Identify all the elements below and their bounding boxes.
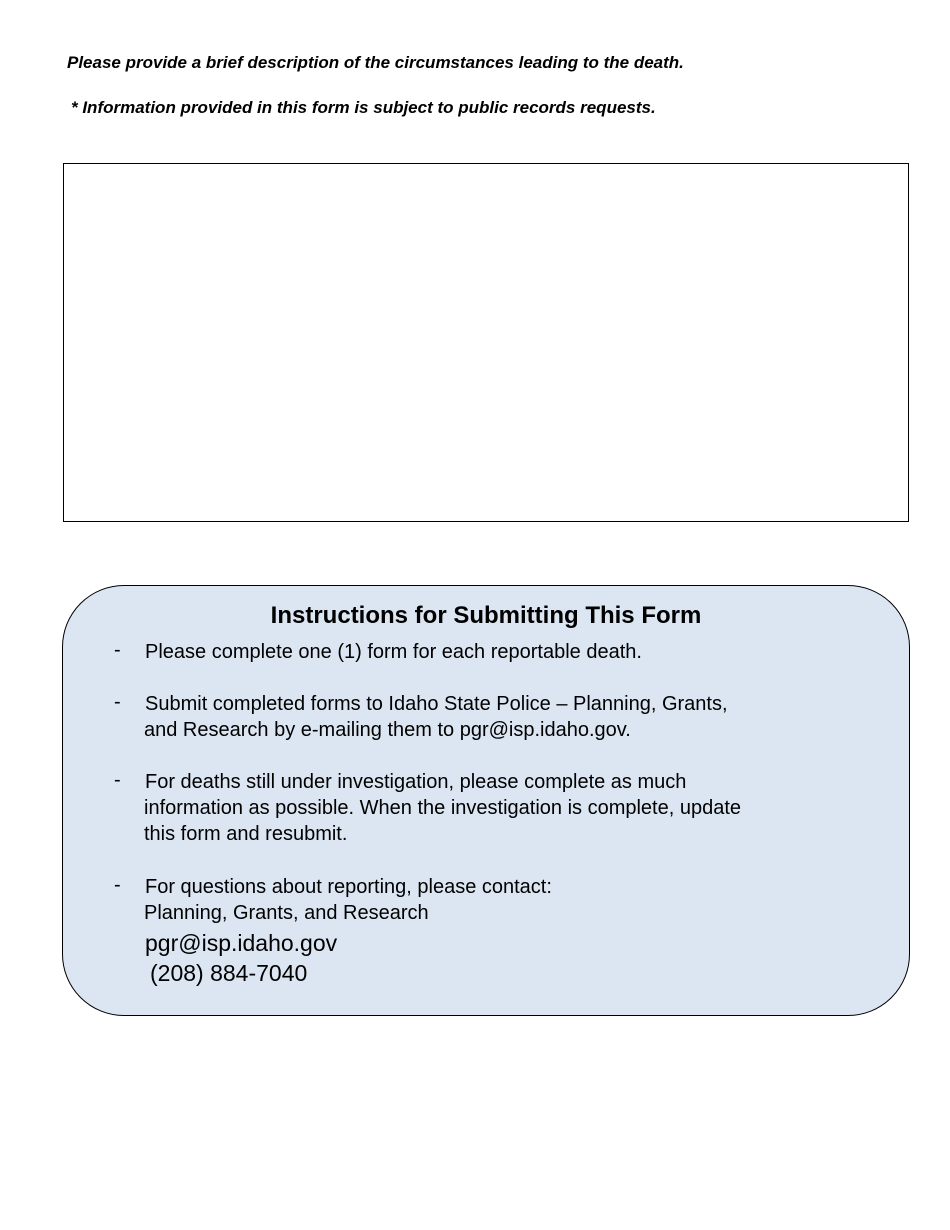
public-records-notice: * Information provided in this form is subject to public records requests. (71, 98, 656, 117)
bullet-marker: - (114, 691, 121, 713)
bullet-marker: - (114, 639, 121, 661)
instructions-title: Instructions for Submitting This Form (270, 602, 702, 629)
contact-email: pgr@isp.idaho.gov (145, 930, 338, 956)
instruction-line: For questions about reporting, please contact: (145, 876, 552, 898)
instruction-line: this form and resubmit. (144, 823, 348, 845)
instructions-panel (62, 585, 910, 1016)
bullet-marker: - (114, 769, 121, 791)
instruction-line: For deaths still under investigation, please complete as much (145, 771, 687, 793)
instruction-item (145, 639, 642, 665)
contact-org: Planning, Grants, and Research (144, 902, 429, 924)
instruction-line: information as possible. When the investigation is complete, update (144, 797, 742, 819)
bullet-marker: - (114, 874, 121, 896)
instruction-item (145, 769, 741, 847)
instruction-line: Please complete one (1) form for each reportable death. (145, 641, 642, 663)
instruction-line: and Research by e-mailing them to pgr@isp.idaho.gov. (144, 719, 631, 741)
contact-phone: (208) 884-7040 (150, 960, 308, 986)
circumstances-description-field[interactable] (63, 163, 909, 522)
instruction-item (145, 874, 552, 926)
instruction-line: Submit completed forms to Idaho State Police – Planning, Grants, (145, 693, 728, 715)
description-prompt: Please provide a brief description of the circumstances leading to the death. (67, 53, 684, 72)
instruction-item (145, 691, 728, 743)
